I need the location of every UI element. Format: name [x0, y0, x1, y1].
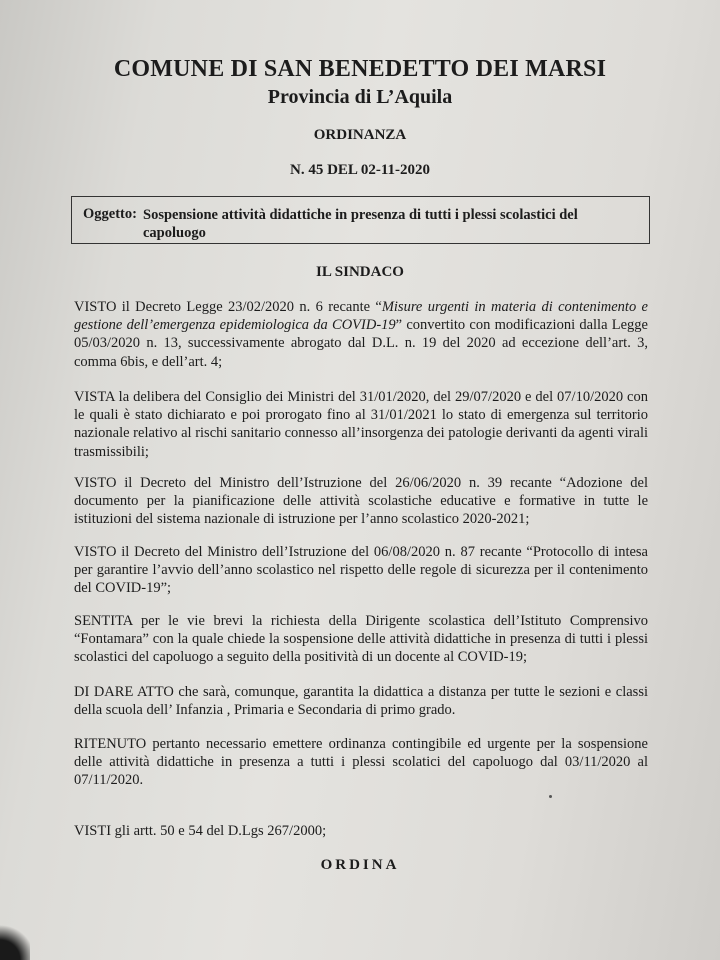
paragraph-italic-title: Misure urgenti in materia di contenimento e gestione dell’emergenza epidemiologica da COVID-19 — [74, 299, 648, 334]
paragraph-di-dare-atto: DI DARE ATTO che sarà, comunque, garantita la didattica a distanza per tutte le sezioni e classi della scuola dell’ Infanzia , Primaria e Secondaria di primo grado. — [74, 684, 648, 719]
province-subtitle: Provincia di L’Aquila — [267, 86, 453, 108]
paragraph-visto-decreto-87: VISTO il Decreto del Ministro dell’Istruzione del 06/08/2020 n. 87 recante “Protocollo di intesa per garantire l’avvio dell’anno scolastico nel rispetto delle regole di sicurezza per il contenimento del COVID-19”; — [74, 544, 648, 597]
paragraph-ritenuto: RITENUTO pertanto necessario emettere ordinanza contingibile ed urgente per la sospensione delle attività didattiche in presenza a tutti i plessi scolatici del capoluogo dal 03/11/2020 al 07/11/2020. — [74, 736, 648, 789]
paragraph-vista-delibera: VISTA la delibera del Consiglio dei Ministri del 31/01/2020, del 29/07/2020 e del 07/10/2020 con le quali è stato dichiarato e poi prorogato fino al 31/01/2021 lo stato di emergenza sul territorio nazionale relativo al rischi sanitario connesso all’insorgenza dei patologie derivanti da agenti virali trasmissibili; — [74, 389, 648, 460]
paper-speck — [549, 795, 552, 798]
paragraph-text: ” convertito con modificazioni dalla Legge 05/03/2020 n. 13, successivamente abrogato dal D.L. n. 19 del 2020 ad eccezione dell’art. 3, comma 6bis, e dell’art. 4; — [74, 317, 648, 370]
ordina-heading: ORDINA — [320, 857, 400, 873]
paragraph-visto-decreto-39: VISTO il Decreto del Ministro dell’Istruzione del 26/06/2020 n. 39 recante “Adozione del documento per la pianificazione delle attività scolastiche educative e formative in tutte le istituzioni del sistema nazionale di istruzione per l’anno scolastico 2020-2021; — [74, 475, 648, 528]
paragraph-visto-decreto-legge — [74, 298, 648, 371]
subject-label: Oggetto: — [83, 206, 137, 222]
ordinance-number: N. 45 DEL 02-11-2020 — [289, 162, 430, 178]
municipality-title: COMUNE DI SAN BENEDETTO DEI MARSI — [113, 56, 607, 82]
paragraph-visti-artt: VISTI gli artt. 50 e 54 del D.Lgs 267/2000; — [74, 823, 327, 839]
corner-shadow — [0, 920, 30, 960]
authority-heading: IL SINDACO — [316, 264, 404, 280]
paragraph-sentita: SENTITA per le vie brevi la richiesta della Dirigente scolastica dell’Istituto Comprensivo “Fontamara” con la quale chiede la sospensione delle attività didattiche in presenza di tutti i plessi scolastici del capoluogo a seguito della positività di un docente al COVID-19; — [74, 613, 648, 666]
document-type: ORDINANZA — [313, 127, 407, 143]
subject-text: Sospensione attività didattiche in presenza di tutti i plessi scolastici del capoluogo — [143, 207, 578, 241]
paragraph-text: VISTO il Decreto Legge 23/02/2020 n. 6 recante “ — [74, 299, 382, 315]
